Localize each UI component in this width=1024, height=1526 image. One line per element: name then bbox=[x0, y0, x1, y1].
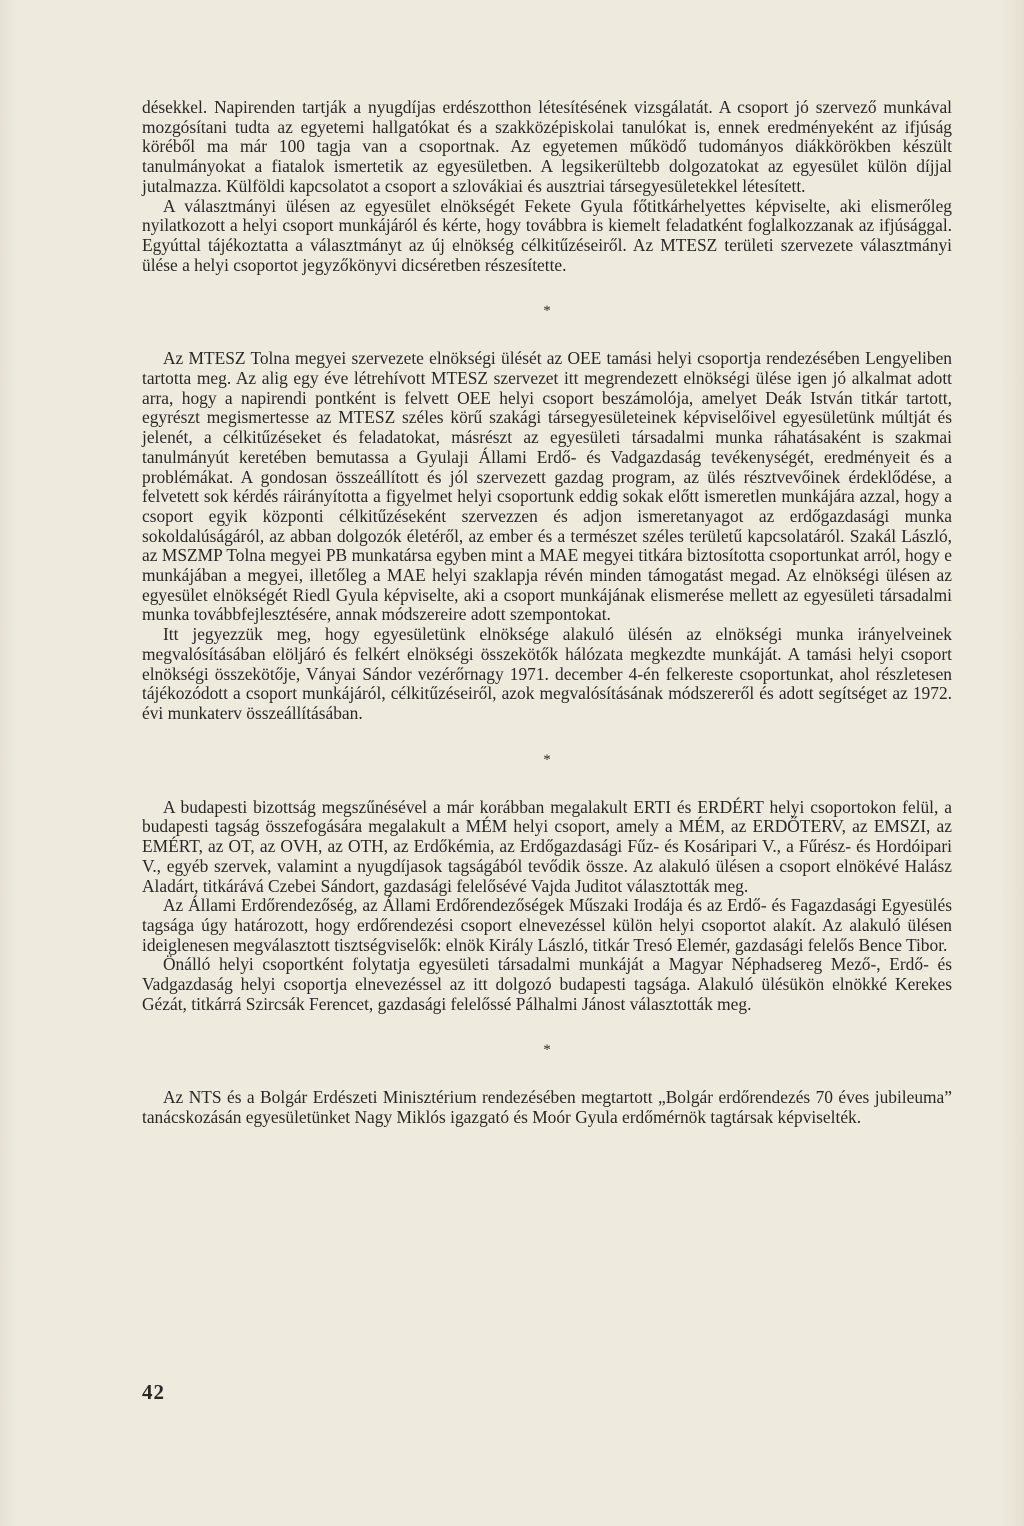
paragraph-6: Az Állami Erdőrendezőség, az Állami Erdőrendezőségek Műszaki Irodája és az Erdő- és Fagazdasági Egyesülés tagsága úgy határozott, hogy erdőrendezési csoport elnevezéssel külön helyi csoportot alakít. Az alakuló ülésen ideiglenesen megválasztott tisztségviselők: elnök Király László, titkár Tresó Elemér, gazdasági felelős Bence Tibor. bbox=[142, 895, 952, 955]
paragraph-3: Az MTESZ Tolna megyei szervezete elnökségi ülését az OEE tamási helyi csoportja rendezésében Lengyeliben tartotta meg. Az alig egy éve létrehívott MTESZ szervezet itt megrendezett elnökségi ülése igen jó alkalmat adott arra, hogy a napirendi pontként is felvett OEE helyi csoport beszámolója, amelyet Deák István titkár tartott, egyrészt megismertesse az MTESZ széles körű szakági társegyesületeinek képviselőivel egyesületünk múltját és jelenét, a célkitűzéseket és feladatokat, másrészt az egyesületi társadalmi munka ráhatásaként is szakmai tanulmányút keretében bemutassa a Gyulaji Állami Erdő- és Vadgazdaság tevékenységét, eredményeit és a problémákat. A gondosan összeállított és jól szervezett gazdag program, az ülés résztvevőinek érdeklődése, a felvetett sok kérdés ráirányította a figyelmet helyi csoportunk eddig sokak előtt ismeretlen munkájára azzal, hogy a csoport egyik központi célkitűzéseként szervezzen és adjon ismeretanyagot az erdőgazdasági munka sokoldalúságáról, az abban dolgozók életéről, az ember és a természet széles területű kapcsolatáról. Szakál László, az MSZMP Tolna megyei PB munkatársa egyben mint a MAE megyei titkára biztosította csoportunkat arról, hogy e munkájában a megyei, illetőleg a MAE helyi szaklapja révén minden támogatást megad. Az elnökségi ülésen az egyesület elnökségét Riedl Gyula képviselte, aki a csoport munkájának elismerése mellett az egyesületi társadalmi munka továbbfejlesztésére, annak módszereire adott szempontokat. bbox=[142, 348, 952, 625]
paragraph-7: Önálló helyi csoportként folytatja egyesületi társadalmi munkáját a Magyar Néphadsereg Mező-, Erdő- és Vadgazdaság helyi csoportja elnevezéssel az itt dolgozó budapesti tagsága. Alakuló ülésükön elnökké Kerekes Gézát, titkárrá Szircsák Ferencet, gazdasági felelőssé Pálhalmi Jánost választották meg. bbox=[142, 954, 952, 1014]
page-number: 42 bbox=[142, 1380, 165, 1404]
paragraph-2: A választmányi ülésen az egyesület elnökségét Fekete Gyula főtitkárhelyettes képviselte, aki elismerőleg nyilatkozott a helyi csoport munkájáról és kérte, hogy továbbra is kiemelt feladatként foglalkozzanak az ifjúsággal. Egyúttal tájékoztatta a választmányt az új elnökség célkitűzéseiről. Az MTESZ területi szervezete választmányi ülése a helyi csoportot jegyzőkönyvi dicséretben részesítette. bbox=[142, 195, 952, 275]
paragraph-5: A budapesti bizottság megszűnésével a már korábban megalakult ERTI és ERDÉRT helyi csoportokon felül, a budapesti tagság összefogására megalakult a MÉM helyi csoport, amely a MÉM, az ERDŐTERV, az EMSZI, az EMÉRT, az OT, az OVH, az OTH, az Erdőkémia, az Erdőgazdasági Fűz- és Kosáripari V., a Fűrész- és Hordóipari V., egyéb szervek, valamint a nyugdíjasok tagságából tevődik össze. Az alakuló ülésen a csoport elnökévé Halász Aladárt, titkárává Czebei Sándort, gazdasági felelősévé Vajda Juditot választották meg. bbox=[142, 796, 952, 896]
paragraph-8: Az NTS és a Bolgár Erdészeti Minisztérium rendezésében megtartott „Bolgár erdőrendezés 70 éves jubileuma” tanácskozásán egyesületünket Nagy Miklós igazgató és Moór Gyula erdőmérnök tagtársak képviselték. bbox=[142, 1087, 952, 1128]
section-separator-1: * bbox=[543, 303, 551, 320]
text-column bbox=[142, 98, 952, 1128]
paragraph-4: Itt jegyezzük meg, hogy egyesületünk elnöksége alakuló ülésén az elnökségi munka irányelveinek megvalósításában elöljáró és felkért elnökségi összekötők hálózata megkezdte munkáját. A tamási helyi csoport elnökségi összekötője, Ványai Sándor vezérőrnagy 1971. december 4-én felkereste csoportunkat, ahol részletesen tájékozódott a csoport munkájáról, célkitűzéseiről, azok megvalósításának módszereről és adott segítséget az 1972. évi munkaterv összeállításában. bbox=[142, 624, 952, 723]
section-separator-2: * bbox=[543, 751, 551, 768]
section-separator-3: * bbox=[543, 1042, 551, 1059]
paragraph-1: désekkel. Napirenden tartják a nyugdíjas erdészotthon létesítésének vizsgálatát. A csoport jó szervező munkával mozgósítani tudta az egyetemi hallgatókat és a szakközépiskolai tanulókat is, ennek eredményeként az ifjúság köréből ma már 100 tagja van a csoportnak. Az egyetemen működő tudományos diákkörökben készült tanulmányokat a fiatalok ismertetik az egyesületben. A legsikerültebb dolgozatokat az egyesület külön díjjal jutalmazza. Külföldi kapcsolatot a csoport a szlovákiai és ausztriai társegyesületekkel létesített. bbox=[142, 97, 952, 196]
